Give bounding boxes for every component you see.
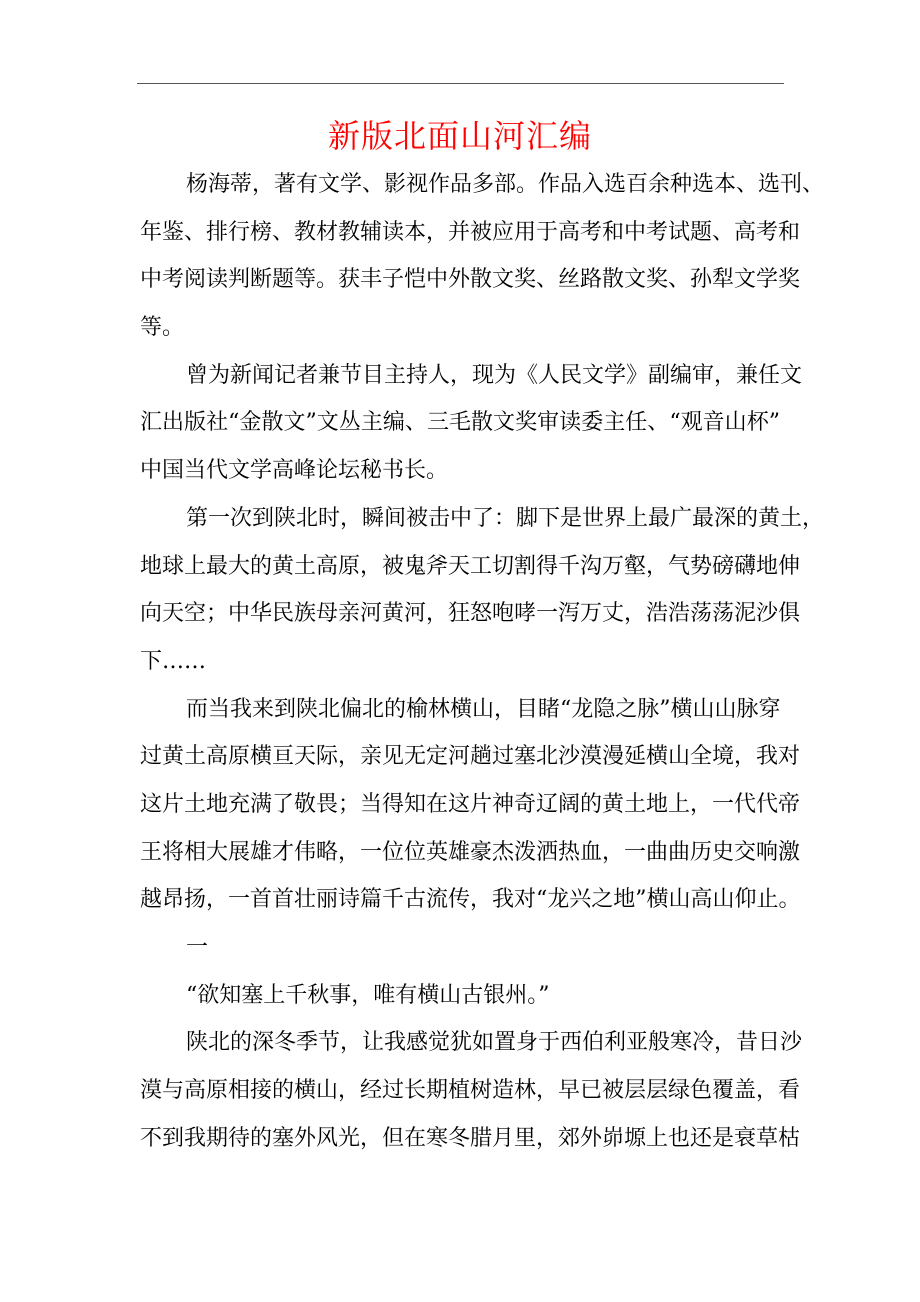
text-line: 不到我期待的塞外风光，但在寒冬腊月里，郊外峁塬上也还是衰草枯 <box>140 1125 801 1151</box>
text-line: 向天空；中华民族母亲河黄河，狂怒咆哮一泻万丈，浩浩荡荡泥沙俱 <box>140 601 801 627</box>
document-body <box>140 161 825 1162</box>
text-line: 漠与高原相接的横山，经过长期植树造林，早已被层层绿色覆盖，看 <box>140 1078 801 1104</box>
text-line: 第一次到陕北时，瞬间被击中了：脚下是世界上最广最深的黄土， <box>186 505 825 531</box>
text-line: 杨海蒂，著有文学、影视作品多部。作品入选百余种选本、选刊、 <box>186 172 825 197</box>
text-line: 王将相大展雄才伟略，一位位英雄豪杰泼洒热血，一曲曲历史交响激 <box>140 839 801 865</box>
document-title: 新版北面山河汇编 <box>327 117 592 155</box>
text-line: 这片土地充满了敬畏；当得知在这片神奇辽阔的黄土地上，一代代帝 <box>140 791 801 817</box>
text-line: 曾为新闻记者兼节目主持人，现为《人民文学》副编审，兼任文 <box>186 362 803 388</box>
text-line: 越昂扬，一首首壮丽诗篇千古流传，我对“龙兴之地”横山高山仰止。 <box>140 887 801 913</box>
header-rule <box>137 83 784 84</box>
text-line: 汇出版社“金散文”文丛主编、三毛散文奖审读委主任、“观音山杯” <box>140 410 780 436</box>
text-line: 中考阅读判断题等。获丰子恺中外散文奖、丝路散文奖、孙犁文学奖 <box>140 267 801 293</box>
text-line: 下…… <box>140 648 207 674</box>
text-line: 等。 <box>140 315 185 341</box>
text-line: 一 <box>186 935 209 960</box>
text-line: “欲知塞上千秋事，唯有横山古银州。” <box>186 982 550 1008</box>
text-line: 中国当代文学高峰论坛秘书长。 <box>140 458 449 484</box>
text-line: 陕北的深冬季节，让我感觉犹如置身于西伯利亚般寒冷，昔日沙 <box>186 1030 803 1056</box>
text-line: 地球上最大的黄土高原，被鬼斧天工切割得千沟万壑，气势磅礴地伸 <box>140 553 801 579</box>
text-line: 过黄土高原横亘天际，亲见无定河趟过塞北沙漠漫延横山全境，我对 <box>140 744 801 770</box>
text-line: 而当我来到陕北偏北的榆林横山，目睹“龙隐之脉”横山山脉穿 <box>186 696 781 722</box>
text-line: 年鉴、排行榜、教材教辅读本，并被应用于高考和中考试题、高考和 <box>140 219 801 245</box>
